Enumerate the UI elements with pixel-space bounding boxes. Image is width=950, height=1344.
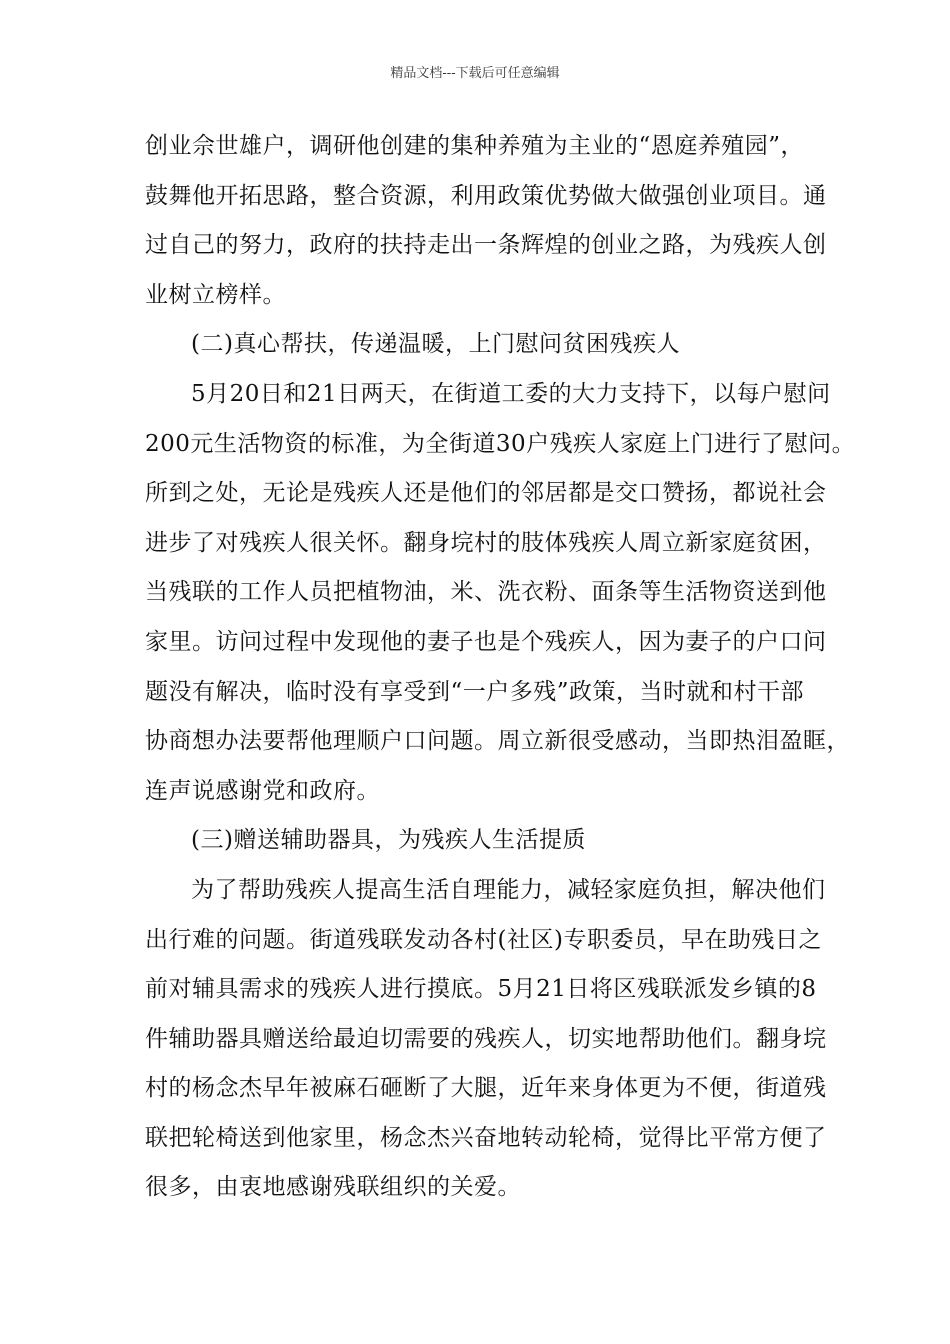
text-line: 5月20日和21日两天，在街道工委的大力支持下，以每户慰问 [191, 380, 831, 407]
text-line: 进步了对残疾人很关怀。翻身垸村的肢体残疾人周立新家庭贫困， [145, 529, 827, 556]
document-body [145, 122, 856, 1213]
text-line: 过自己的努力，政府的扶持走出一条辉煌的创业之路，为残疾人创 [145, 232, 827, 259]
text-line: 当残联的工作人员把植物油，米、洗衣粉、面条等生活物资送到他 [145, 579, 827, 606]
text-line: 所到之处，无论是残疾人还是他们的邻居都是交口赞扬，都说社会 [145, 480, 827, 507]
text-line: 题没有解决，临时没有享受到“一户多残”政策，当时就和村干部 [145, 678, 805, 705]
text-line: 创业佘世雄户，调研他创建的集种养殖为主业的“恩庭养殖园”， [145, 133, 805, 159]
text-line: 连声说感谢党和政府。 [145, 777, 380, 804]
section-heading: (二)真心帮扶，传递温暖，上门慰问贫困残疾人 [191, 331, 680, 358]
section-heading: (三)赠送辅助器具，为残疾人生活提质 [191, 827, 586, 854]
text-line: 200元生活物资的标准，为全街道30户残疾人家庭上门进行了慰问。 [145, 430, 856, 457]
text-line: 件辅助器具赠送给最迫切需要的残疾人，切实地帮助他们。翻身垸 [145, 1025, 827, 1052]
text-line: 鼓舞他开拓思路，整合资源，利用政策优势做大做强创业项目。通 [145, 182, 827, 209]
text-line: 前对辅具需求的残疾人进行摸底。5月21日将区残联派发乡镇的8 [145, 976, 817, 1003]
text-line: 家里。访问过程中发现他的妻子也是个残疾人，因为妻子的户口问 [145, 628, 827, 655]
text-line: 很多，由衷地感谢残联组织的关爱。 [145, 1174, 521, 1201]
text-line: 业树立榜样。 [145, 281, 286, 308]
text-line: 协商想办法要帮他理顺户口问题。周立新很受感动，当即热泪盈眶， [145, 728, 850, 755]
text-line: 为了帮助残疾人提高生活自理能力，减轻家庭负担，解决他们 [191, 876, 826, 903]
text-line: 联把轮椅送到他家里，杨念杰兴奋地转动轮椅，觉得比平常方便了 [145, 1124, 827, 1151]
text-line: 村的杨念杰早年被麻石砸断了大腿，近年来身体更为不便，街道残 [145, 1075, 827, 1102]
page-header: 精品文档---下载后可任意编辑 [390, 66, 560, 81]
text-line: 出行难的问题。街道残联发动各村(社区)专职委员，早在助残日之 [145, 926, 822, 953]
